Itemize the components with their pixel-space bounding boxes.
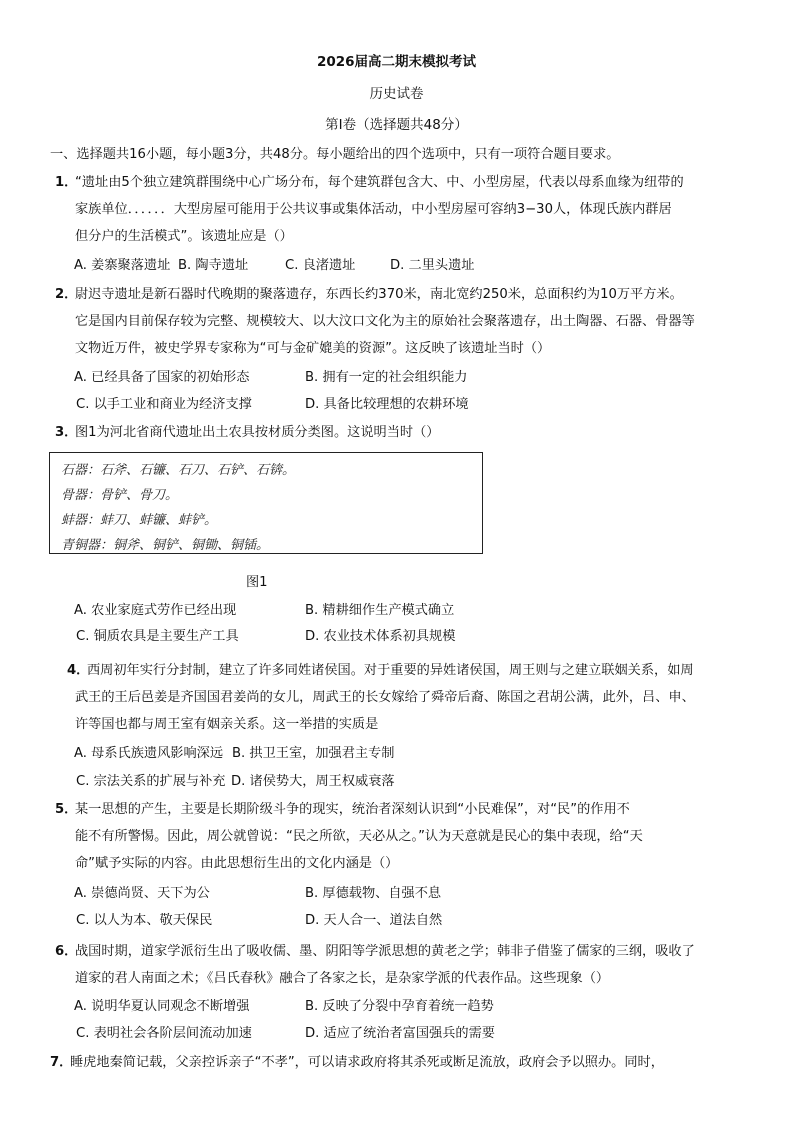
question-text-line: “遗址由5个独立建筑群围绕中心广场分布，每个建筑群包含大、中、小型房屋，代表以母系血缘为纽带的 xyxy=(75,175,684,190)
question-text-line: 它是国内目前保存较为完整、规模较大、以大汶口文化为主的原始社会聚落遗存，出土陶器、石器、骨器等 xyxy=(75,314,695,329)
question-text-line: 尉迟寺遗址是新石器时代晚期的聚落遗存，东西长约370米，南北宽约250米，总面积约为10万平方米。 xyxy=(75,287,683,302)
question-text-line: 某一思想的产生，主要是长期阶级斗争的现实，统治者深刻认识到“小民难保”，对“民”的作用不 xyxy=(75,802,630,817)
option-a: A. 说明华夏认同观念不断增强 xyxy=(74,999,250,1014)
option-b: B. 厚德载物、自强不息 xyxy=(305,886,442,901)
option-d: D. 天人合一、道法自然 xyxy=(305,913,443,928)
option-c: C. 宗法关系的扩展与补充 xyxy=(76,774,226,789)
question-number: 6． xyxy=(55,944,78,959)
question-text-line: 家族单位．．．．．．大型房屋可能用于公共议事或集体活动，中小型房屋可容纳3−30人，体现氏族内群居 xyxy=(75,202,672,217)
question-text-line: 道家的君人南面之术；《吕氏春秋》融合了各家之长，是杂家学派的代表作品。这些现象（） xyxy=(75,971,610,986)
figure-line-bronze: 青铜器：铜斧、铜铲、铜锄、铜锸。 xyxy=(61,538,270,553)
question-text-line: 图1为河北省商代遗址出土农具按材质分类图。这说明当时（） xyxy=(75,425,440,440)
figure-line-bone: 骨器：骨铲、骨刀。 xyxy=(61,488,179,503)
question-text-line: 战国时期，道家学派衍生出了吸收儒、墨、阴阳等学派思想的黄老之学；韩非子借鉴了儒家的三纲，吸收了 xyxy=(75,944,695,959)
figure-caption: 图1 xyxy=(246,575,268,590)
option-a: A. 已经具备了国家的初始形态 xyxy=(74,370,250,385)
question-number: 4． xyxy=(67,663,90,678)
question-text-line: 武王的王后邑姜是齐国国君姜尚的女儿，周武王的长女嫁给了舜帝后裔、陈国之君胡公满，此外，吕、申、 xyxy=(75,690,695,705)
option-a: A. 姜寨聚落遗址 xyxy=(74,258,171,273)
option-b: B. 精耕细作生产模式确立 xyxy=(305,603,455,618)
option-c: C. 铜质农具是主要生产工具 xyxy=(76,629,239,644)
question-text-line: 但分户的生活模式”。该遗址应是（） xyxy=(75,229,293,244)
question-number: 3． xyxy=(55,425,78,440)
option-d: D. 适应了统治者富国强兵的需要 xyxy=(305,1026,495,1041)
option-d: D. 农业技术体系初具规模 xyxy=(305,629,456,644)
figure-1-box xyxy=(49,452,483,554)
subject-title: 历史试卷 xyxy=(369,86,424,102)
instructions: 一、选择题共16小题，每小题3分，共48分。每小题给出的四个选项中，只有一项符合题目要求。 xyxy=(50,147,620,162)
option-a: A. 崇德尚贤、天下为公 xyxy=(74,886,210,901)
question-text-line: 西周初年实行分封制，建立了许多同姓诸侯国。对于重要的异姓诸侯国，周王则与之建立联姻关系，如周 xyxy=(87,663,694,678)
option-d: D. 二里头遗址 xyxy=(390,258,475,273)
figure-line-shell: 蚌器：蚌刀、蚌镰、蚌铲。 xyxy=(61,513,218,528)
option-a: A. 母系氏族遗风影响深远 xyxy=(74,746,224,761)
question-text-line: 文物近万件，被史学界专家称为“可与金矿媲美的资源”。这反映了该遗址当时（） xyxy=(75,341,551,356)
option-b: B. 拱卫王室，加强君主专制 xyxy=(232,746,395,761)
exam-title: 2026届高二期末模拟考试 xyxy=(316,54,477,70)
question-number: 5． xyxy=(55,802,78,817)
section-title: 第Ⅰ卷（选择题共48分） xyxy=(325,117,468,133)
option-c: C. 以手工业和商业为经济支撑 xyxy=(76,397,252,412)
option-c: C. 以人为本、敬天保民 xyxy=(76,913,213,928)
question-text-line: 许等国也都与周王室有姻亲关系。这一举措的实质是 xyxy=(75,717,379,732)
figure-line-stone: 石器：石斧、石镰、石刀、石铲、石锛。 xyxy=(61,463,296,478)
question-text-line: 睡虎地秦简记载，父亲控诉亲子“不孝”，可以请求政府将其杀死或断足流放，政府会予以照办。同时， xyxy=(70,1055,664,1070)
question-text-line: 命”赋予实际的内容。由此思想衍生出的文化内涵是（） xyxy=(75,856,399,871)
option-b: B. 反映了分裂中孕育着统一趋势 xyxy=(305,999,494,1014)
option-b: B. 拥有一定的社会组织能力 xyxy=(305,370,468,385)
question-number: 2． xyxy=(55,287,78,302)
question-text-line: 能不有所警惕。因此，周公就曾说：“民之所欲，天必从之。”认为天意就是民心的集中表现，给“天 xyxy=(75,829,643,844)
option-c: C. 良渚遗址 xyxy=(285,258,356,273)
option-d: D. 具备比较理想的农耕环境 xyxy=(305,397,469,412)
question-number: 7． xyxy=(50,1055,73,1070)
question-number: 1． xyxy=(55,175,78,190)
option-c: C. 表明社会各阶层间流动加速 xyxy=(76,1026,252,1041)
option-a: A. 农业家庭式劳作已经出现 xyxy=(74,603,237,618)
option-d: D. 诸侯势大，周王权威衰落 xyxy=(231,774,395,789)
option-b: B. 陶寺遗址 xyxy=(178,258,249,273)
